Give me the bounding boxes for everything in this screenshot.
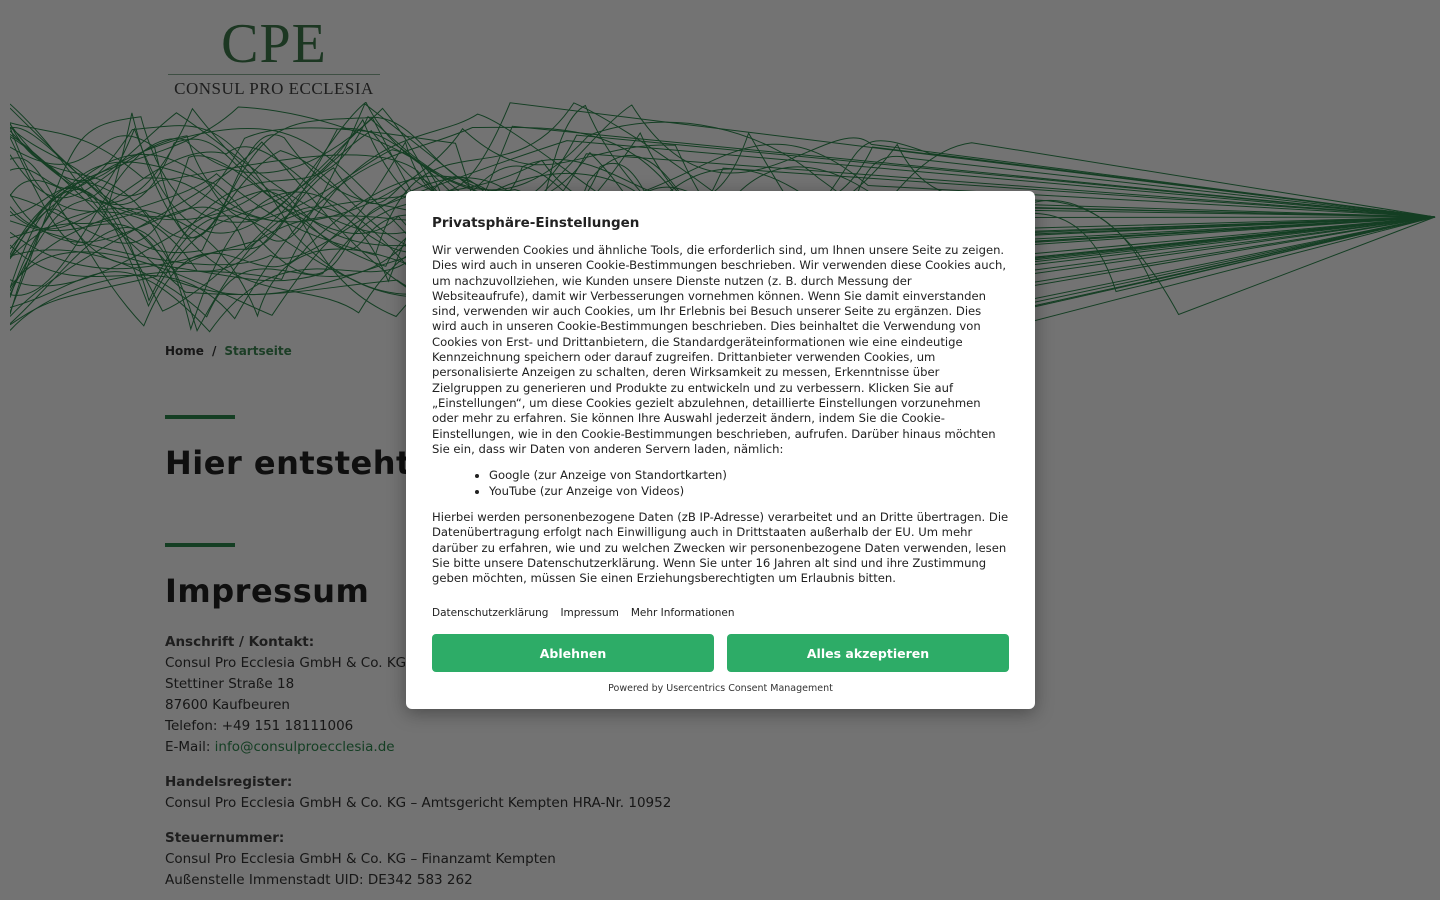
accept-all-button[interactable]: Alles akzeptieren: [727, 634, 1009, 672]
reject-button[interactable]: Ablehnen: [432, 634, 714, 672]
privacy-policy-link[interactable]: Datenschutzerklärung: [432, 606, 549, 619]
third-party-services-list: [432, 467, 1009, 499]
consent-data-text: Hierbei werden personenbezogene Daten (zB IP-Adresse) verarbeitet und an Dritte übertragen. Die Datenübertragung erfolgt nach Einwilligung auch in Drittstaaten außerhalb der EU. Um mehr darüber zu erfahren, wie und zu welchen Zwecken wir personenbezogene Daten verwenden, lesen Sie bitte unsere Datenschutzerklärung. Wenn Sie unter 16 Jahren alt sind und ihre Zustimmung geben möchten, müssen Sie einen Erziehungsberechtigten um Erlaubnis bitten.: [432, 510, 1009, 586]
cookie-consent-dialog: [406, 191, 1035, 709]
more-info-link[interactable]: Mehr Informationen: [630, 606, 735, 619]
consent-links: [432, 607, 1009, 619]
service-youtube: • YouTube (zur Anzeige von Videos): [489, 483, 1009, 499]
powered-by-text: Powered by Usercentrics Consent Management: [608, 683, 833, 694]
imprint-link[interactable]: Impressum: [560, 606, 619, 619]
consent-buttons: [432, 634, 1009, 672]
consent-title: Privatsphäre-Einstellungen: [432, 215, 640, 231]
service-google: • Google (zur Anzeige von Standortkarten): [489, 467, 1009, 483]
consent-intro-text: Wir verwenden Cookies und ähnliche Tools, die erforderlich sind, um Ihnen unsere Seite zu zeigen. Dies wird auch in unseren Cookie-Bestimmungen beschrieben. Wir verwenden diese Cookies auch, um nachzuvollziehen, wie Kunden unsere Dienste nutzen (z. B. durch Messung der Websiteaufrufe), damit wir Verbesserungen vornehmen können. Wenn Sie damit einverstanden sind, verwenden wir auch Cookies, um Ihr Erlebnis bei Besuch unserer Seite zu ergänzen. Dies wird auch in unseren Cookie-Bestimmungen beschrieben. Dies beinhaltet die Verwendung von Cookies von Erst- und Drittanbietern, die Standardgeräteinformationen wie eine eindeutige Kennzeichnung speichern oder darauf zugreifen. Drittanbieter verwenden Cookies, um personalisierte Anzeigen zu schalten, deren Wirksamkeit zu messen, Erkenntnisse über Zielgruppen zu generieren und Produkte zu entwickeln und zu verbessern. Klicken Sie auf „Einstellungen“, um diese Cookies gezielt abzulehnen, detaillierte Einstellungen vorzunehmen oder mehr zu erfahren. Sie können Ihre Auswahl jederzeit ändern, indem Sie die Cookie-Einstellungen, wie in den Cookie-Bestimmungen beschrieben, aufrufen. Darüber hinaus möchten Sie ein, dass wir Daten von anderen Servern laden, nämlich:: [432, 243, 1007, 456]
